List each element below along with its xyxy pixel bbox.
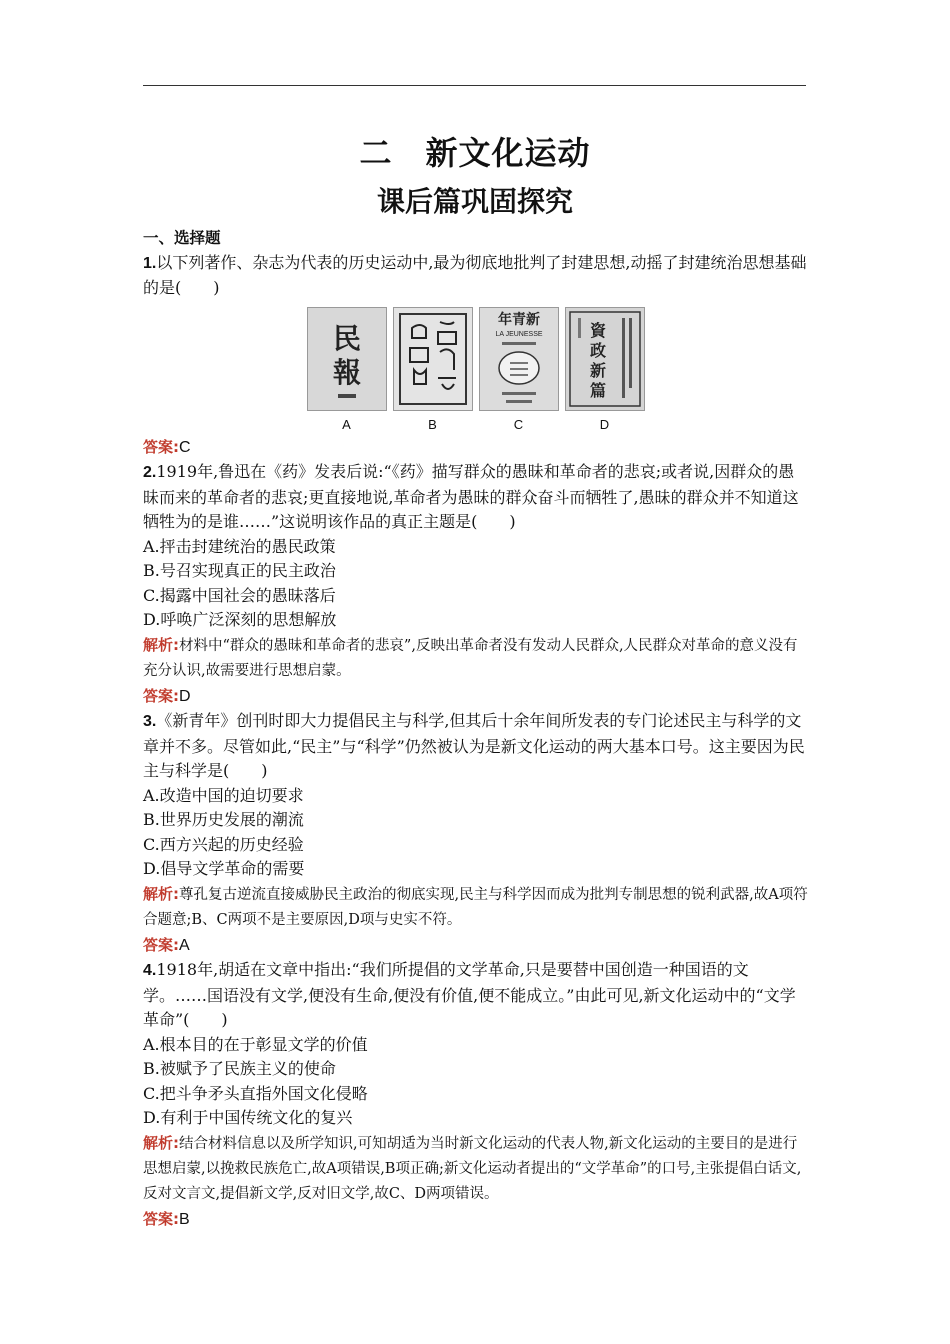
option-d: D.倡导文学革命的需要 xyxy=(143,859,305,878)
question-number: 3. xyxy=(143,713,157,730)
image-caption: D xyxy=(599,416,610,432)
option-c: C.把斗争矛头直指外国文化侵略 xyxy=(143,1083,368,1103)
svg-text:LA JEUNESSE: LA JEUNESSE xyxy=(494,330,543,338)
question-stem: 1918年,胡适在文章中指出:“我们所提倡的文学革命,只是要替中国创造一种国语的文学。……国语没有文学,便没有生命,便没有价值,便不能成立。”由此可见,新文化运动中的“文学革命”( ) xyxy=(143,960,796,1029)
image-row xyxy=(143,307,808,431)
answer-value: A xyxy=(179,936,190,954)
question-stem: 《新青年》创刊时即大力提倡民主与科学,但其后十余年间所发表的专门论述民主与科学的文章并不多。尽管如此,“民主”与“科学”仍然被认为是新文化运动的两大基本口号。这主要因为民主与科学是( ) xyxy=(143,711,805,780)
option-b: B.号召实现真正的民主政治 xyxy=(143,561,336,580)
option-a: A.抨击封建统治的愚民政策 xyxy=(143,536,336,556)
question-4 xyxy=(143,958,808,1033)
answer-value: B xyxy=(179,1210,190,1228)
question-number: 1. xyxy=(143,254,157,272)
image-option-a xyxy=(307,307,387,431)
question-number: 4. xyxy=(143,962,157,979)
new-youth-cover-image xyxy=(479,307,559,411)
explanation-label: 解析 xyxy=(143,1133,174,1152)
svg-text:年青新: 年青新 xyxy=(497,311,540,328)
answer-3: 答案:A xyxy=(143,935,190,954)
answer-1: 答案:C xyxy=(143,437,191,456)
answer-value: C xyxy=(179,438,191,456)
answer-label: 答案 xyxy=(143,1209,174,1228)
explanation-text: 尊孔复古逆流直接威胁民主政治的彻底实现,民主与科学因而成为批判专制思想的锐利武器,故A项符合题意;B、C两项不是主要原因,D项与史实不符。 xyxy=(143,886,808,928)
explanation-3: 解析:尊孔复古逆流直接威胁民主政治的彻底实现,民主与科学因而成为批判专制思想的锐利武器,故A项符合题意;B、C两项不是主要原因,D项与史实不符。 xyxy=(143,884,808,928)
option-a: A.根本目的在于彰显文学的价值 xyxy=(143,1034,368,1054)
document-body xyxy=(143,226,808,1232)
answer-label: 答案 xyxy=(143,437,174,456)
zizheng-xinpian-cover-image xyxy=(565,307,645,411)
option-d: D.有利于中国传统文化的复兴 xyxy=(143,1108,353,1127)
option-b: B.世界历史发展的潮流 xyxy=(143,810,304,829)
page-subtitle: 课后篇巩固探究 xyxy=(376,185,573,218)
section-heading: 一、选择题 xyxy=(143,229,221,247)
option-b: B.被赋予了民族主义的使命 xyxy=(143,1059,336,1078)
question-stem: 1919年,鲁迅在《药》发表后说:“《药》描写群众的愚昧和革命者的悲哀;或者说,因群众的愚昧而来的革命者的悲哀;更直接地说,革命者为愚昧的群众奋斗而牺牲了,愚昧的群众并不知道这牺牲为的是谁……”这说明该作品的真正主题是( ) xyxy=(143,462,799,531)
svg-text:新: 新 xyxy=(589,360,606,380)
image-option-b xyxy=(393,307,473,431)
question-number: 2. xyxy=(143,464,157,481)
image-option-c xyxy=(479,307,559,431)
option-c: C.西方兴起的历史经验 xyxy=(143,834,304,854)
image-caption: B xyxy=(428,416,437,432)
answer-2: 答案:D xyxy=(143,686,191,705)
image-caption: A xyxy=(342,416,351,432)
option-c: C.揭露中国社会的愚昧落后 xyxy=(143,585,336,605)
explanation-2: 解析:材料中“群众的愚昧和革命者的悲哀”,反映出革命者没有发动人民群众,人民群众对革命的意义没有充分认识,故需要进行思想启蒙。 xyxy=(143,635,798,679)
svg-text:民: 民 xyxy=(332,321,361,355)
page-title: 二 新文化运动 xyxy=(359,134,591,172)
question-stem: 以下列著作、杂志为代表的历史运动中,最为彻底地批判了封建思想,动摇了封建统治思想基础的是( ) xyxy=(143,252,807,297)
svg-text:資: 資 xyxy=(589,320,606,340)
minbao-cover-image xyxy=(307,307,387,411)
explanation-text: 结合材料信息以及所学知识,可知胡适为当时新文化运动的代表人物,新文化运动的主要目的是进行思想启蒙,以挽救民族危亡,故A项错误,B项正确;新文化运动者提出的“文学革命”的口号,主张提倡白话文,反对文言文,提倡新文学,反对旧文学,故C、D两项错误。 xyxy=(143,1135,802,1202)
question-3 xyxy=(143,709,808,784)
svg-text:報: 報 xyxy=(332,355,361,389)
answer-value: D xyxy=(179,687,191,705)
answer-label: 答案 xyxy=(143,686,174,705)
answer-4: 答案:B xyxy=(143,1209,190,1228)
svg-text:政: 政 xyxy=(589,340,606,360)
explanation-label: 解析 xyxy=(143,635,174,654)
image-option-d xyxy=(565,307,645,431)
image-caption: C xyxy=(513,416,524,432)
question-2 xyxy=(143,460,808,535)
explanation-label: 解析 xyxy=(143,884,174,903)
seal-script-cover-image xyxy=(393,307,473,411)
header-rule xyxy=(143,85,806,86)
question-1 xyxy=(143,251,808,301)
option-a: A.改造中国的迫切要求 xyxy=(143,785,304,805)
option-d: D.呼唤广泛深刻的思想解放 xyxy=(143,610,337,629)
svg-text:篇: 篇 xyxy=(589,380,606,400)
answer-label: 答案 xyxy=(143,935,174,954)
explanation-text: 材料中“群众的愚昧和革命者的悲哀”,反映出革命者没有发动人民群众,人民群众对革命的意义没有充分认识,故需要进行思想启蒙。 xyxy=(143,637,798,679)
explanation-4: 解析:结合材料信息以及所学知识,可知胡适为当时新文化运动的代表人物,新文化运动的主要目的是进行思想启蒙,以挽救民族危亡,故A项错误,B项正确;新文化运动者提出的“文学革命”的口号,主张提倡白话文,反对文言文,提倡新文学,反对旧文学,故C、D两项错误。 xyxy=(143,1133,802,1202)
